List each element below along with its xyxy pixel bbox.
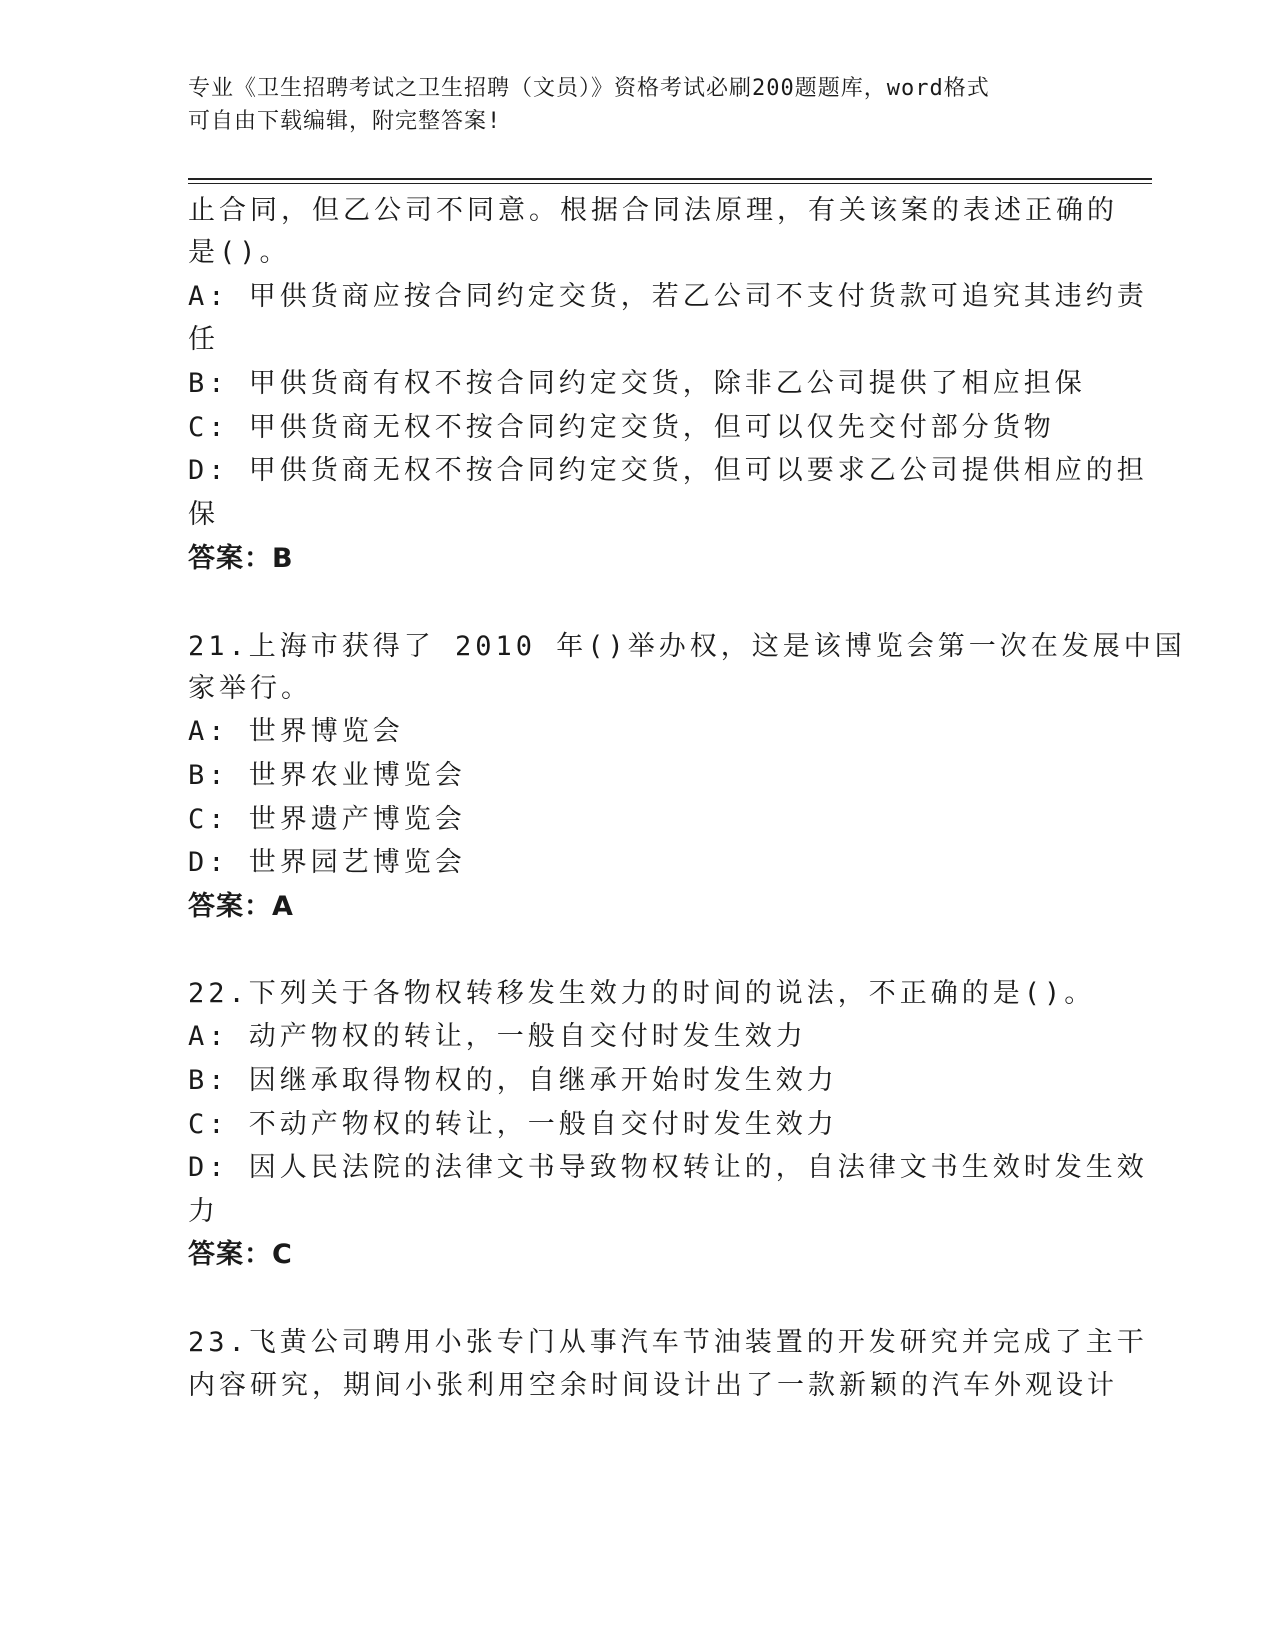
q23-stem-2: 内容研究，期间小张利用空余时间设计出了一款新颖的汽车外观设计 <box>188 1370 1118 1401</box>
q21-option-d: D: 世界园艺博览会 <box>188 847 466 878</box>
header-divider-thin <box>188 183 1152 184</box>
q23-stem-1: 23.飞黄公司聘用小张专门从事汽车节油装置的开发研究并完成了主干 <box>188 1327 1148 1358</box>
q20-option-b: B: 甲供货商有权不按合同约定交货，除非乙公司提供了相应担保 <box>188 368 1086 399</box>
page-header <box>188 72 1068 138</box>
header-title-line-2: 可自由下载编辑，附完整答案! <box>188 109 502 134</box>
q22-answer: 答案：C <box>188 1239 293 1270</box>
header-title-line-1: 专业《卫生招聘考试之卫生招聘（文员）》资格考试必刷200题题库，word格式 <box>188 76 990 101</box>
q20-stem-continued-1: 止合同，但乙公司不同意。根据合同法原理，有关该案的表述正确的 <box>188 195 1118 226</box>
q20-option-a-wrap: 任 <box>188 324 219 355</box>
q22-option-b: B: 因继承取得物权的，自继承开始时发生效力 <box>188 1065 838 1096</box>
q20-option-a: A: 甲供货商应按合同约定交货，若乙公司不支付货款可追究其违约责 <box>188 281 1148 312</box>
q21-option-b: B: 世界农业博览会 <box>188 760 466 791</box>
q20-answer: 答案：B <box>188 543 294 574</box>
q21-stem-1: 21.上海市获得了 2010 年()举办权，这是该博览会第一次在发展中国 <box>188 631 1186 662</box>
q20-option-d: D: 甲供货商无权不按合同约定交货，但可以要求乙公司提供相应的担 <box>188 455 1148 486</box>
q22-option-d-wrap: 力 <box>188 1196 219 1227</box>
q20-option-d-wrap: 保 <box>188 499 219 530</box>
header-divider-thick <box>188 178 1152 180</box>
q20-stem-continued-2: 是()。 <box>188 237 291 268</box>
q22-option-c: C: 不动产物权的转让，一般自交付时发生效力 <box>188 1109 838 1140</box>
q21-option-a: A: 世界博览会 <box>188 716 404 747</box>
q20-option-c: C: 甲供货商无权不按合同约定交货，但可以仅先交付部分货物 <box>188 412 1055 443</box>
q21-stem-2: 家举行。 <box>188 673 312 704</box>
q22-option-d: D: 因人民法院的法律文书导致物权转让的，自法律文书生效时发生效 <box>188 1152 1148 1183</box>
q21-answer: 答案：A <box>188 891 294 922</box>
q22-option-a: A: 动产物权的转让，一般自交付时发生效力 <box>188 1021 807 1052</box>
q22-stem: 22.下列关于各物权转移发生效力的时间的说法，不正确的是()。 <box>188 978 1096 1009</box>
q21-option-c: C: 世界遗产博览会 <box>188 804 466 835</box>
